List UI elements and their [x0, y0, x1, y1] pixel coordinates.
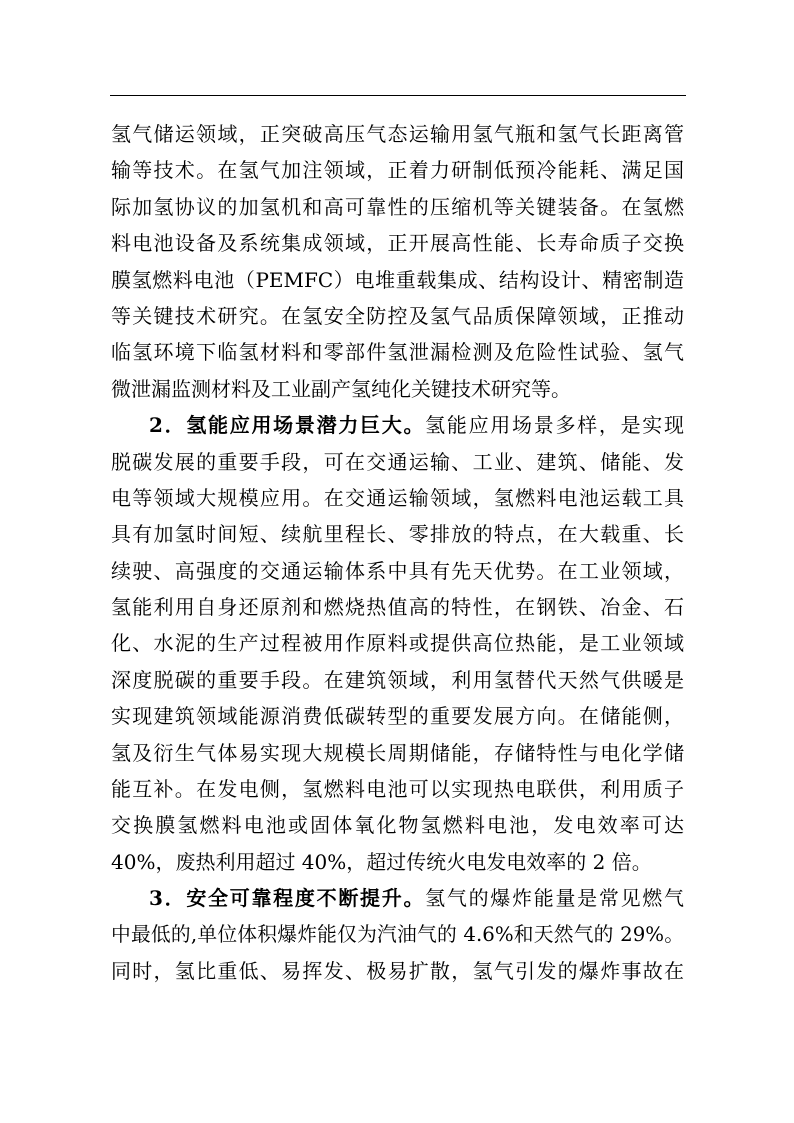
text-line: 氢气储运领域，正突破高压气态运输用氢气瓶和氢气长距离管 [111, 122, 684, 146]
text-line [111, 880, 684, 916]
text-run: 氢能应用场景多样，是实现 [425, 413, 684, 438]
text-line: 同时，氢比重低、易挥发、极易扩散，氢气引发的爆炸事故在 [111, 958, 684, 983]
text-line: 深度脱碳的重要手段。在建筑领域，利用氢替代天然气供暖是 [111, 667, 684, 692]
text-line: 化、水泥的生产过程被用作原料或提供高位热能，是工业领域 [111, 631, 684, 656]
text-line [111, 407, 684, 443]
header-rule [110, 95, 686, 96]
text-line: 微泄漏监测材料及工业副产氢纯化关键技术研究等。 [111, 376, 571, 401]
text-line: 临氢环境下临氢材料和零部件氢泄漏检测及危险性试验、氢气 [111, 340, 684, 365]
text-line: 具有加氢时间短、续航里程长、零排放的特点，在大载重、长 [111, 522, 684, 547]
text-line: 实现建筑领域能源消费低碳转型的重要发展方向。在储能侧， [111, 704, 684, 729]
text-line: 输等技术。在氢气加注领域，正着力研制低预冷能耗、满足国 [111, 158, 684, 183]
paragraph-hydrogen-technology [111, 116, 684, 407]
text-line: 中最低的,单位体积爆炸能仅为汽油气的 4.6%和天然气的 29%。 [111, 922, 684, 946]
text-line: 氢及衍生气体易实现大规模长周期储能，存储特性与电化学储 [111, 740, 684, 765]
text-line: 能互补。在发电侧，氢燃料电池可以实现热电联供，利用质子 [111, 777, 684, 802]
text-line: 等关键技术研究。在氢安全防控及氢气品质保障领域，正推动 [111, 303, 684, 328]
paragraph-heading: 2．氢能应用场景潜力巨大。 [149, 413, 426, 438]
text-line: 电等领域大规模应用。在交通运输领域，氢燃料电池运载工具 [111, 485, 684, 510]
text-line: 脱碳发展的重要手段，可在交通运输、工业、建筑、储能、发 [111, 449, 684, 474]
text-line: 氢能利用自身还原剂和燃烧热值高的特性，在钢铁、冶金、石 [111, 595, 684, 620]
text-line: 续驶、高强度的交通运输体系中具有先天优势。在工业领域， [111, 558, 684, 583]
paragraph-safety-reliability [111, 880, 684, 989]
body-text [111, 116, 684, 989]
text-line: 料电池设备及系统集成领域，正开展高性能、长寿命质子交换 [111, 231, 684, 256]
text-line: 40%，废热利用超过 40%，超过传统火电发电效率的 2 倍。 [111, 849, 652, 874]
text-line: 交换膜氢燃料电池或固体氧化物氢燃料电池，发电效率可达 [111, 813, 684, 838]
text-line: 膜氢燃料电池（PEMFC）电堆重载集成、结构设计、精密制造 [111, 267, 684, 292]
text-run: 氢气的爆炸能量是常见燃气 [425, 886, 684, 911]
paragraph-application-scenarios [111, 407, 684, 880]
text-line: 际加氢协议的加氢机和高可靠性的压缩机等关键装备。在氢燃 [111, 194, 684, 219]
paragraph-heading: 3．安全可靠程度不断提升。 [149, 886, 426, 911]
